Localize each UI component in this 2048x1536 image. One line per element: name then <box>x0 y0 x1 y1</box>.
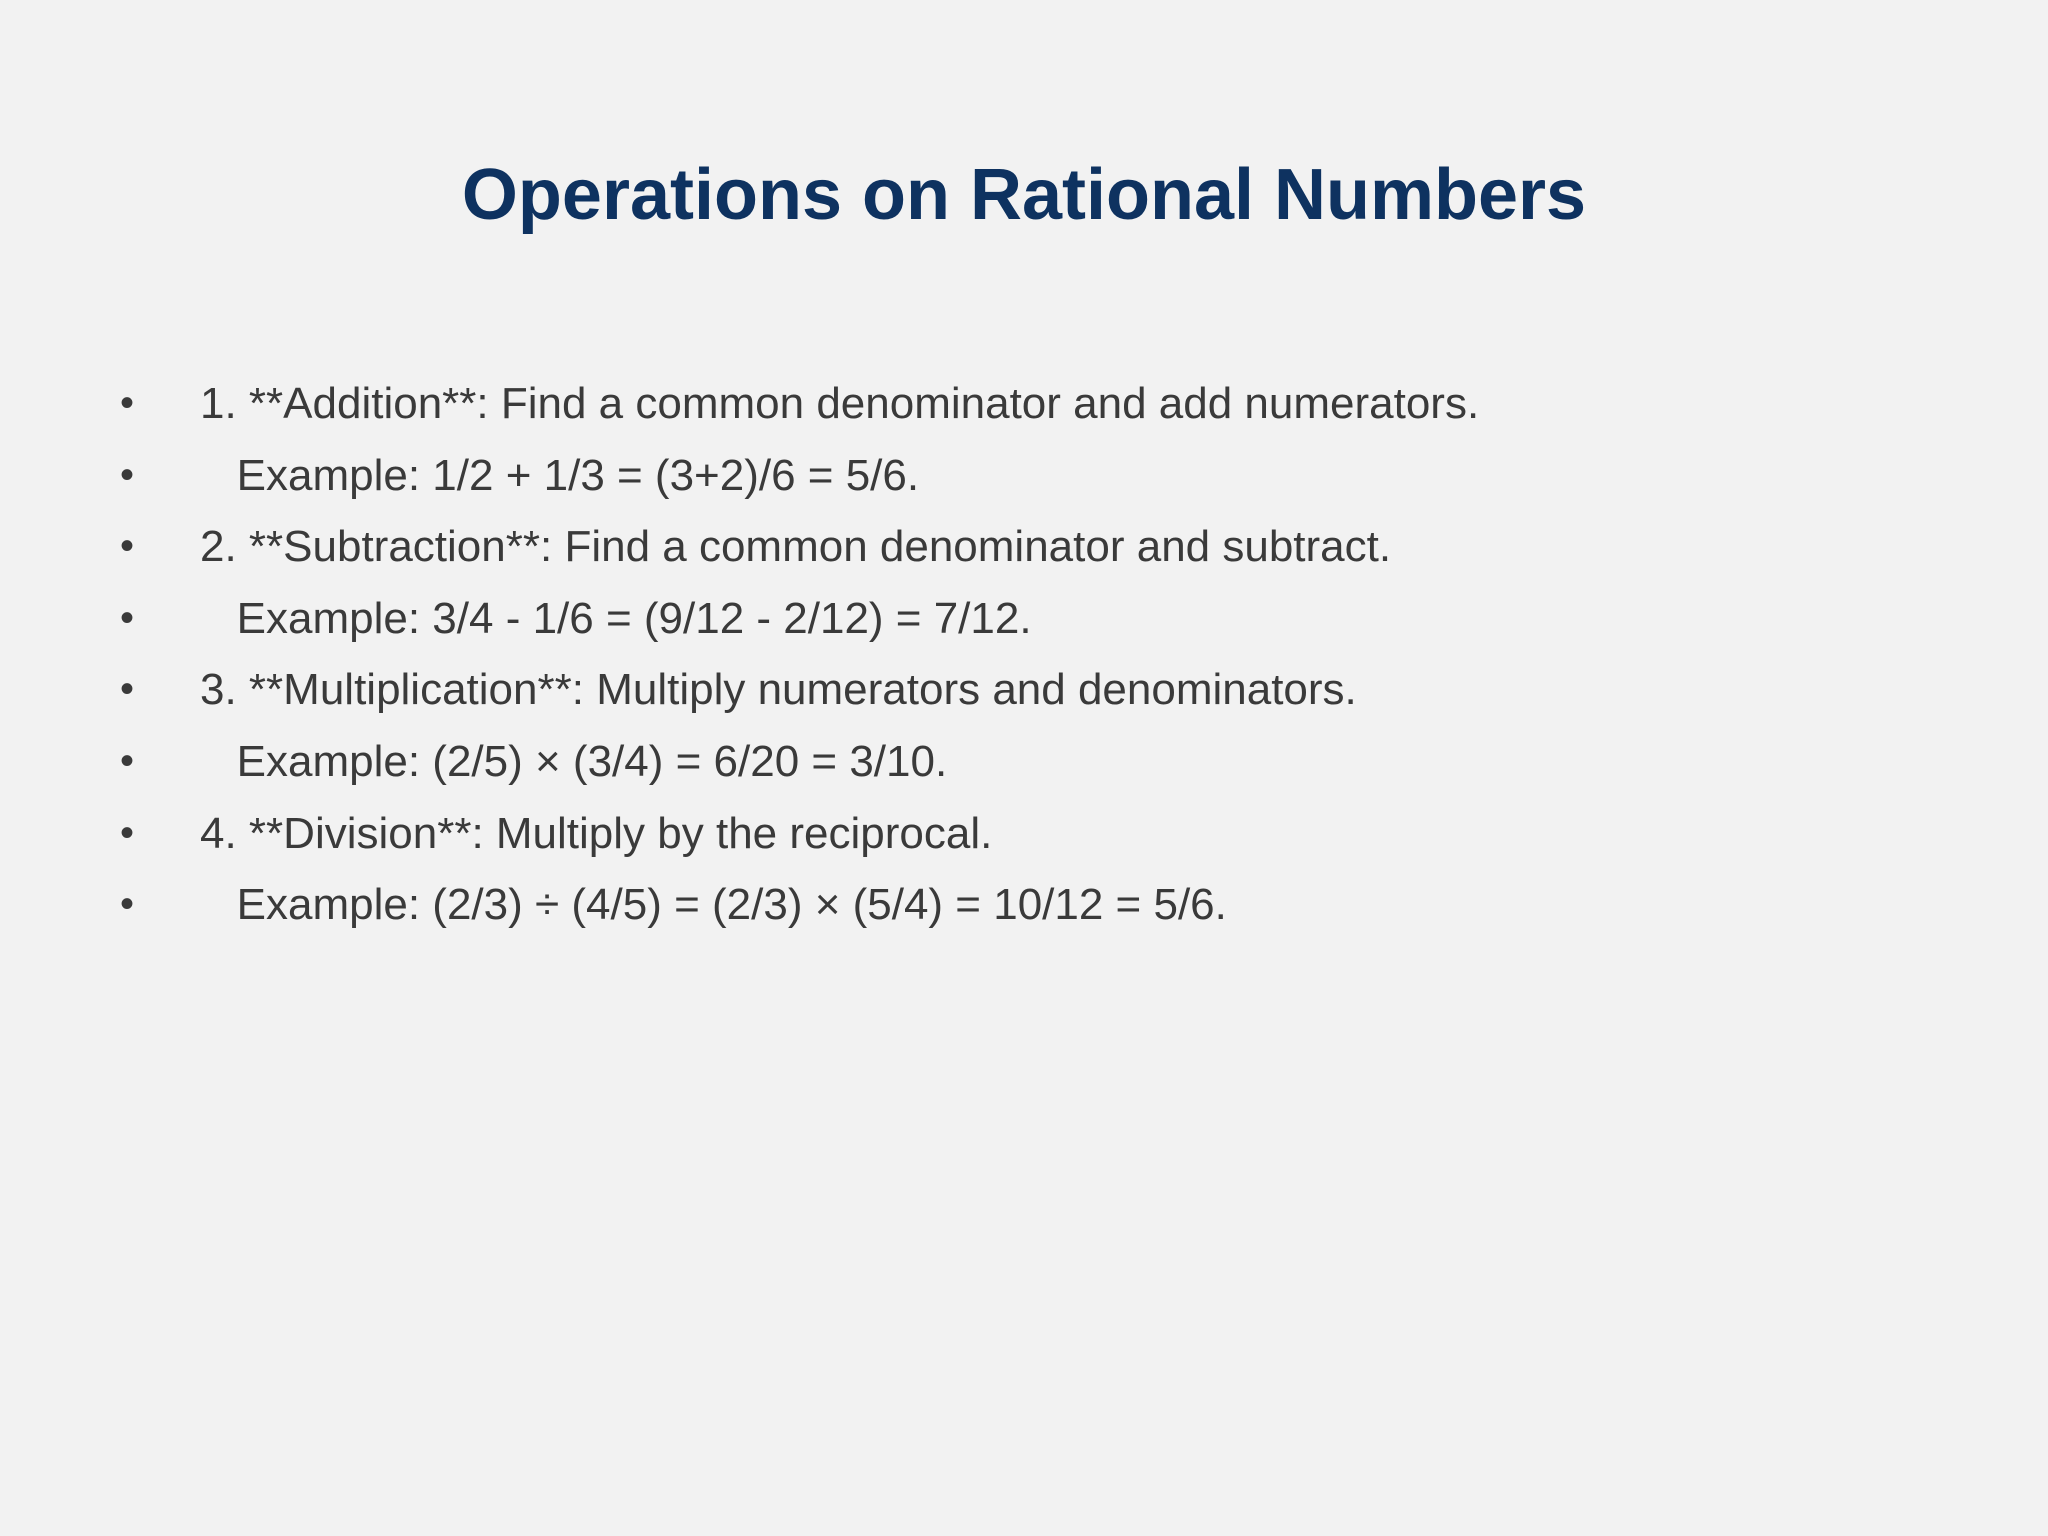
list-item <box>120 654 1980 726</box>
bullet-icon: • <box>120 524 135 569</box>
bullet-icon: • <box>120 738 135 783</box>
bullet-text: Example: 3/4 - 1/6 = (9/12 - 2/12) = 7/12. <box>200 593 1032 643</box>
list-item <box>120 368 1980 440</box>
bullet-text: Example: 1/2 + 1/3 = (3+2)/6 = 5/6. <box>200 450 920 500</box>
list-item <box>120 511 1980 583</box>
bullet-icon: • <box>120 810 135 855</box>
bullet-text: 4. **Division**: Multiply by the reciprocal. <box>200 808 993 858</box>
bullet-icon: • <box>120 667 135 712</box>
bullet-icon: • <box>120 452 135 497</box>
bullet-text: 1. **Addition**: Find a common denominator and add numerators. <box>200 379 1480 428</box>
bullet-text: Example: (2/5) × (3/4) = 6/20 = 3/10. <box>200 736 948 786</box>
bullet-list <box>120 368 1980 941</box>
bullet-icon: • <box>120 595 135 640</box>
list-item <box>120 798 1980 870</box>
bullet-icon: • <box>120 381 135 425</box>
list-item <box>120 440 1980 512</box>
bullet-text: Example: (2/3) ÷ (4/5) = (2/3) × (5/4) = 10/12 = 5/6. <box>200 880 1227 930</box>
list-item <box>120 726 1980 798</box>
list-item <box>120 869 1980 941</box>
bullet-icon: • <box>120 882 135 927</box>
bullet-text: 2. **Subtraction**: Find a common denominator and subtract. <box>200 522 1392 572</box>
list-item <box>120 583 1980 655</box>
slide-title: Operations on Rational Numbers <box>461 155 1587 235</box>
bullet-text: 3. **Multiplication**: Multiply numerators and denominators. <box>200 665 1357 715</box>
